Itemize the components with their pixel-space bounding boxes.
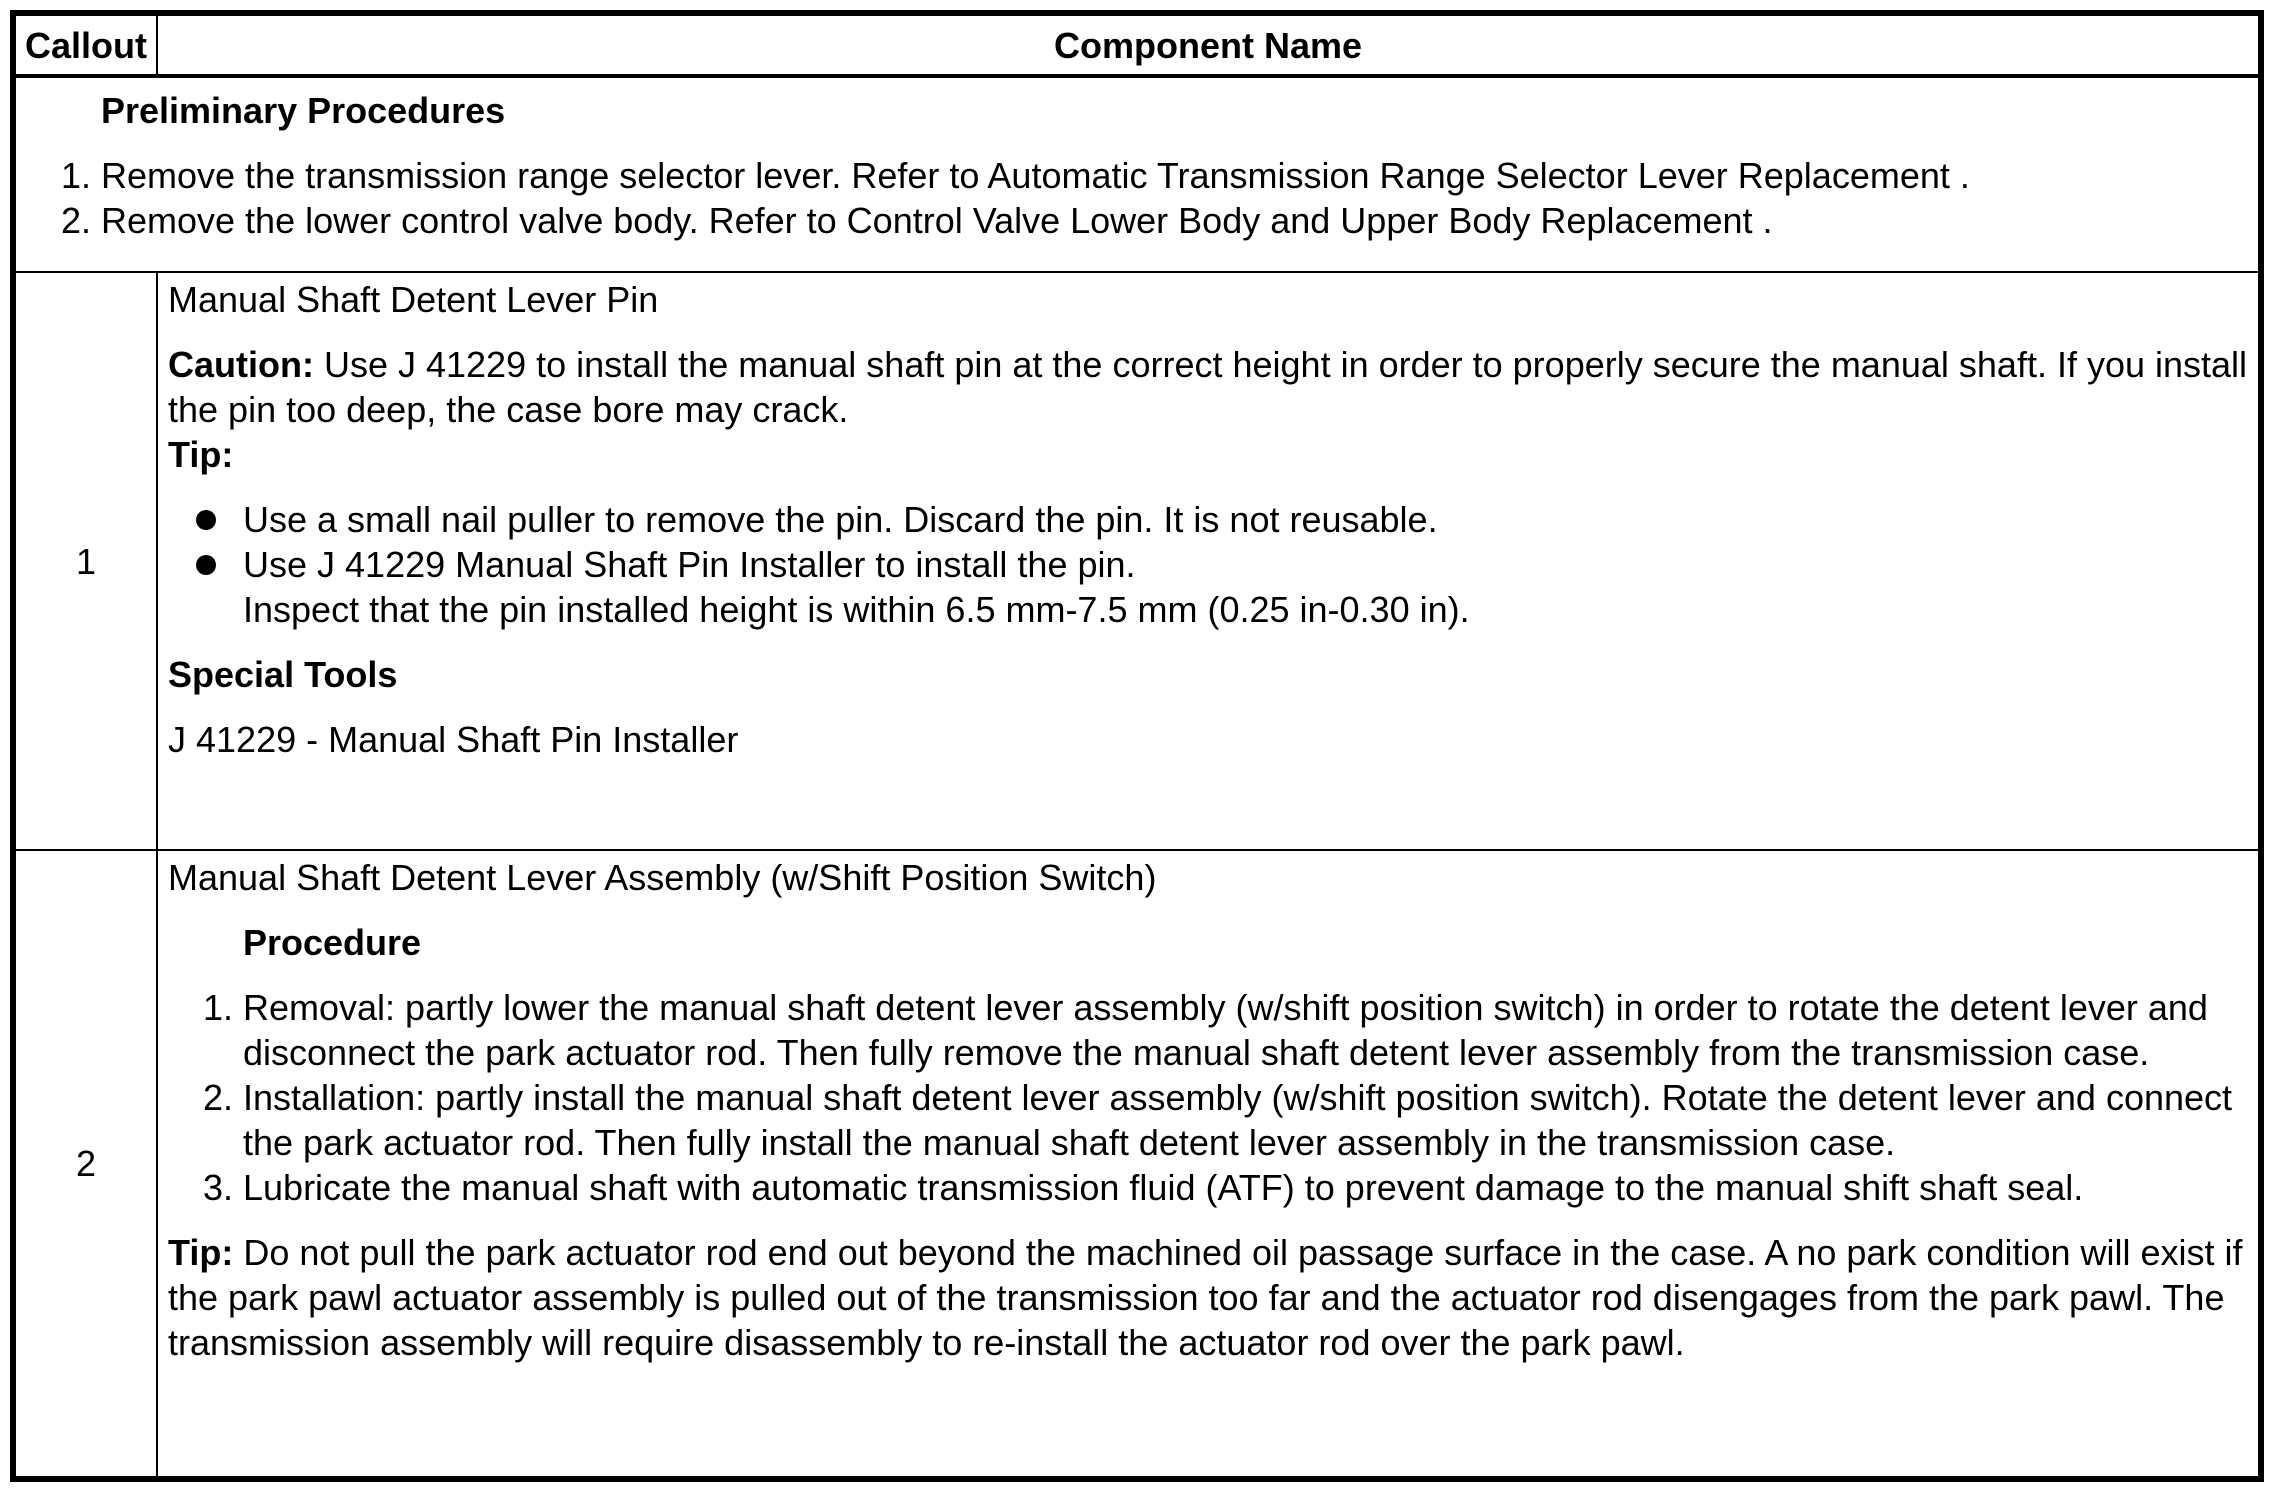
list-item: 2. Installation: partly install the manual shaft detent lever assembly (w/shift position switch). Rotate the detent lever and connect the park actuator rod. Then fully install the manual shaft detent lever assembly in the transmission case. (202, 1077, 2233, 1163)
callout-number: 1 (15, 272, 157, 850)
tip-text: Do not pull the park actuator rod end out beyond the machined oil passage surface in the case. A no park condition will exist if the park pawl actuator assembly is pulled out of the transmission too far and the actuator rod disengages from the park pawl. The transmission assembly will require disassembly to re-install the actuator rod over the park pawl. (168, 1232, 2243, 1363)
tip-note: Inspect that the pin installed height is within 6.5 mm-7.5 mm (0.25 in-0.30 in). (243, 589, 1470, 630)
component-cell (157, 272, 2259, 850)
list-item: Use a small nail puller to remove the pin. Discard the pin. It is not reusable. (168, 497, 2248, 542)
callout-header: Callout (15, 15, 157, 76)
procedure-steps (168, 985, 2248, 1210)
list-item: 1. Removal: partly lower the manual shaft detent lever assembly (w/shift position switch) in order to rotate the detent lever and disconnect the park actuator rod. Then fully remove the manual shaft detent lever assembly from the transmission case. (202, 987, 2208, 1073)
tip-label: Tip: (168, 1232, 234, 1273)
component-name: Manual Shaft Detent Lever Assembly (w/Shift Position Switch) (168, 857, 1157, 898)
callout-number: 2 (15, 850, 157, 1477)
bullet-icon (196, 510, 216, 530)
list-item: 3. Lubricate the manual shaft with automatic transmission fluid (ATF) to prevent damage to the manual shift shaft seal. (202, 1167, 2084, 1208)
procedure-table (14, 14, 2260, 1478)
table-header-row (15, 15, 2259, 76)
preliminary-row (15, 76, 2259, 272)
preliminary-cell (15, 76, 2259, 272)
bullet-icon (196, 555, 216, 575)
table-row (15, 272, 2259, 850)
caution-label: Caution: (168, 344, 314, 385)
tip-label: Tip: (168, 434, 234, 475)
caution-text: Use J 41229 to install the manual shaft pin at the correct height in order to properly secure the manual shaft. If you install the pin too deep, the case bore may crack. (168, 344, 2248, 430)
component-cell (157, 850, 2259, 1477)
list-item: 2. Remove the lower control valve body. Refer to Control Valve Lower Body and Upper Body Replacement . (60, 200, 1773, 241)
procedure-title: Procedure (243, 922, 422, 963)
preliminary-title: Preliminary Procedures (101, 90, 506, 131)
procedure-document (10, 10, 2264, 1482)
special-tools-title: Special Tools (168, 654, 398, 695)
table-row (15, 850, 2259, 1477)
special-tool-item: J 41229 - Manual Shaft Pin Installer (168, 719, 739, 760)
component-name-header: Component Name (157, 15, 2259, 76)
list-item: 1. Remove the transmission range selector lever. Refer to Automatic Transmission Range Selector Lever Replacement . (60, 155, 1970, 196)
caution-block (168, 342, 2248, 432)
list-item: Use J 41229 Manual Shaft Pin Installer to install the pin. (168, 542, 2248, 587)
component-name: Manual Shaft Detent Lever Pin (168, 279, 659, 320)
preliminary-steps (26, 153, 2228, 243)
tip-bullets (168, 497, 2248, 587)
tip-block (168, 1230, 2248, 1365)
